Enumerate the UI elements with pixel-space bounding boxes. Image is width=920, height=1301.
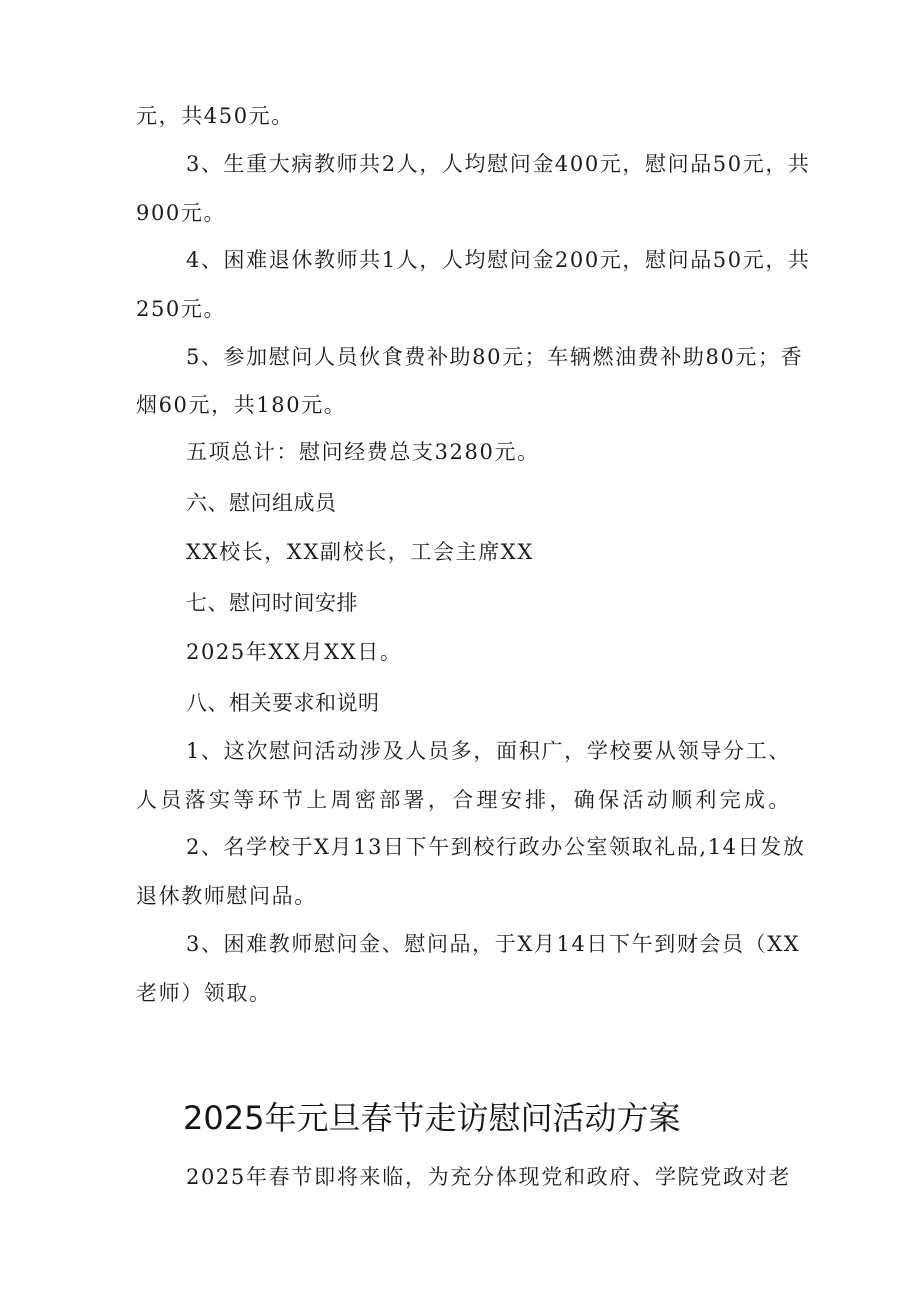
paragraph-line: 5、参加慰问人员伙食费补助80元；车辆燃油费补助80元；香 <box>186 345 804 369</box>
paragraph-line: 3、生重大病教师共2人，人均慰问金400元，慰问品50元，共 <box>186 152 811 176</box>
paragraph-line: 人员落实等环节上周密部署，合理安排，确保活动顺利完成。 <box>136 788 791 812</box>
paragraph-line: 元，共450元。 <box>136 104 294 128</box>
paragraph-line: 烟60元，共180元。 <box>136 393 347 417</box>
paragraph-line: 3、困难教师慰问金、慰问品，于X月14日下午到财会员（XX <box>186 932 801 956</box>
paragraph-line: 900元。 <box>136 201 227 225</box>
paragraph-line: 2025年XX月XX日。 <box>186 640 403 664</box>
section-heading: 六、慰问组成员 <box>186 491 337 515</box>
document-title: 2025年元旦春节走访慰问活动方案 <box>183 1099 681 1137</box>
paragraph-line: 退休教师慰问品。 <box>136 884 317 908</box>
paragraph-line: 4、困难退休教师共1人，人均慰问金200元，慰问品50元，共 <box>186 248 811 272</box>
paragraph-line: 250元。 <box>136 297 227 321</box>
paragraph-line: 老师）领取。 <box>136 981 272 1005</box>
total-line: 五项总计：慰问经费总支3280元。 <box>186 440 540 464</box>
paragraph-line: 1、这次慰问活动涉及人员多，面积广，学校要从领导分工、 <box>186 739 791 763</box>
paragraph-line: 2025年春节即将来临，为充分体现党和政府、学院党政对老 <box>186 1165 791 1189</box>
paragraph-line: XX校长，XX副校长，工会主席XX <box>186 540 534 564</box>
section-heading: 八、相关要求和说明 <box>186 691 380 715</box>
paragraph-line: 2、名学校于X月13日下午到校行政办公室领取礼品,14日发放 <box>186 835 806 859</box>
section-heading: 七、慰问时间安排 <box>186 591 358 615</box>
